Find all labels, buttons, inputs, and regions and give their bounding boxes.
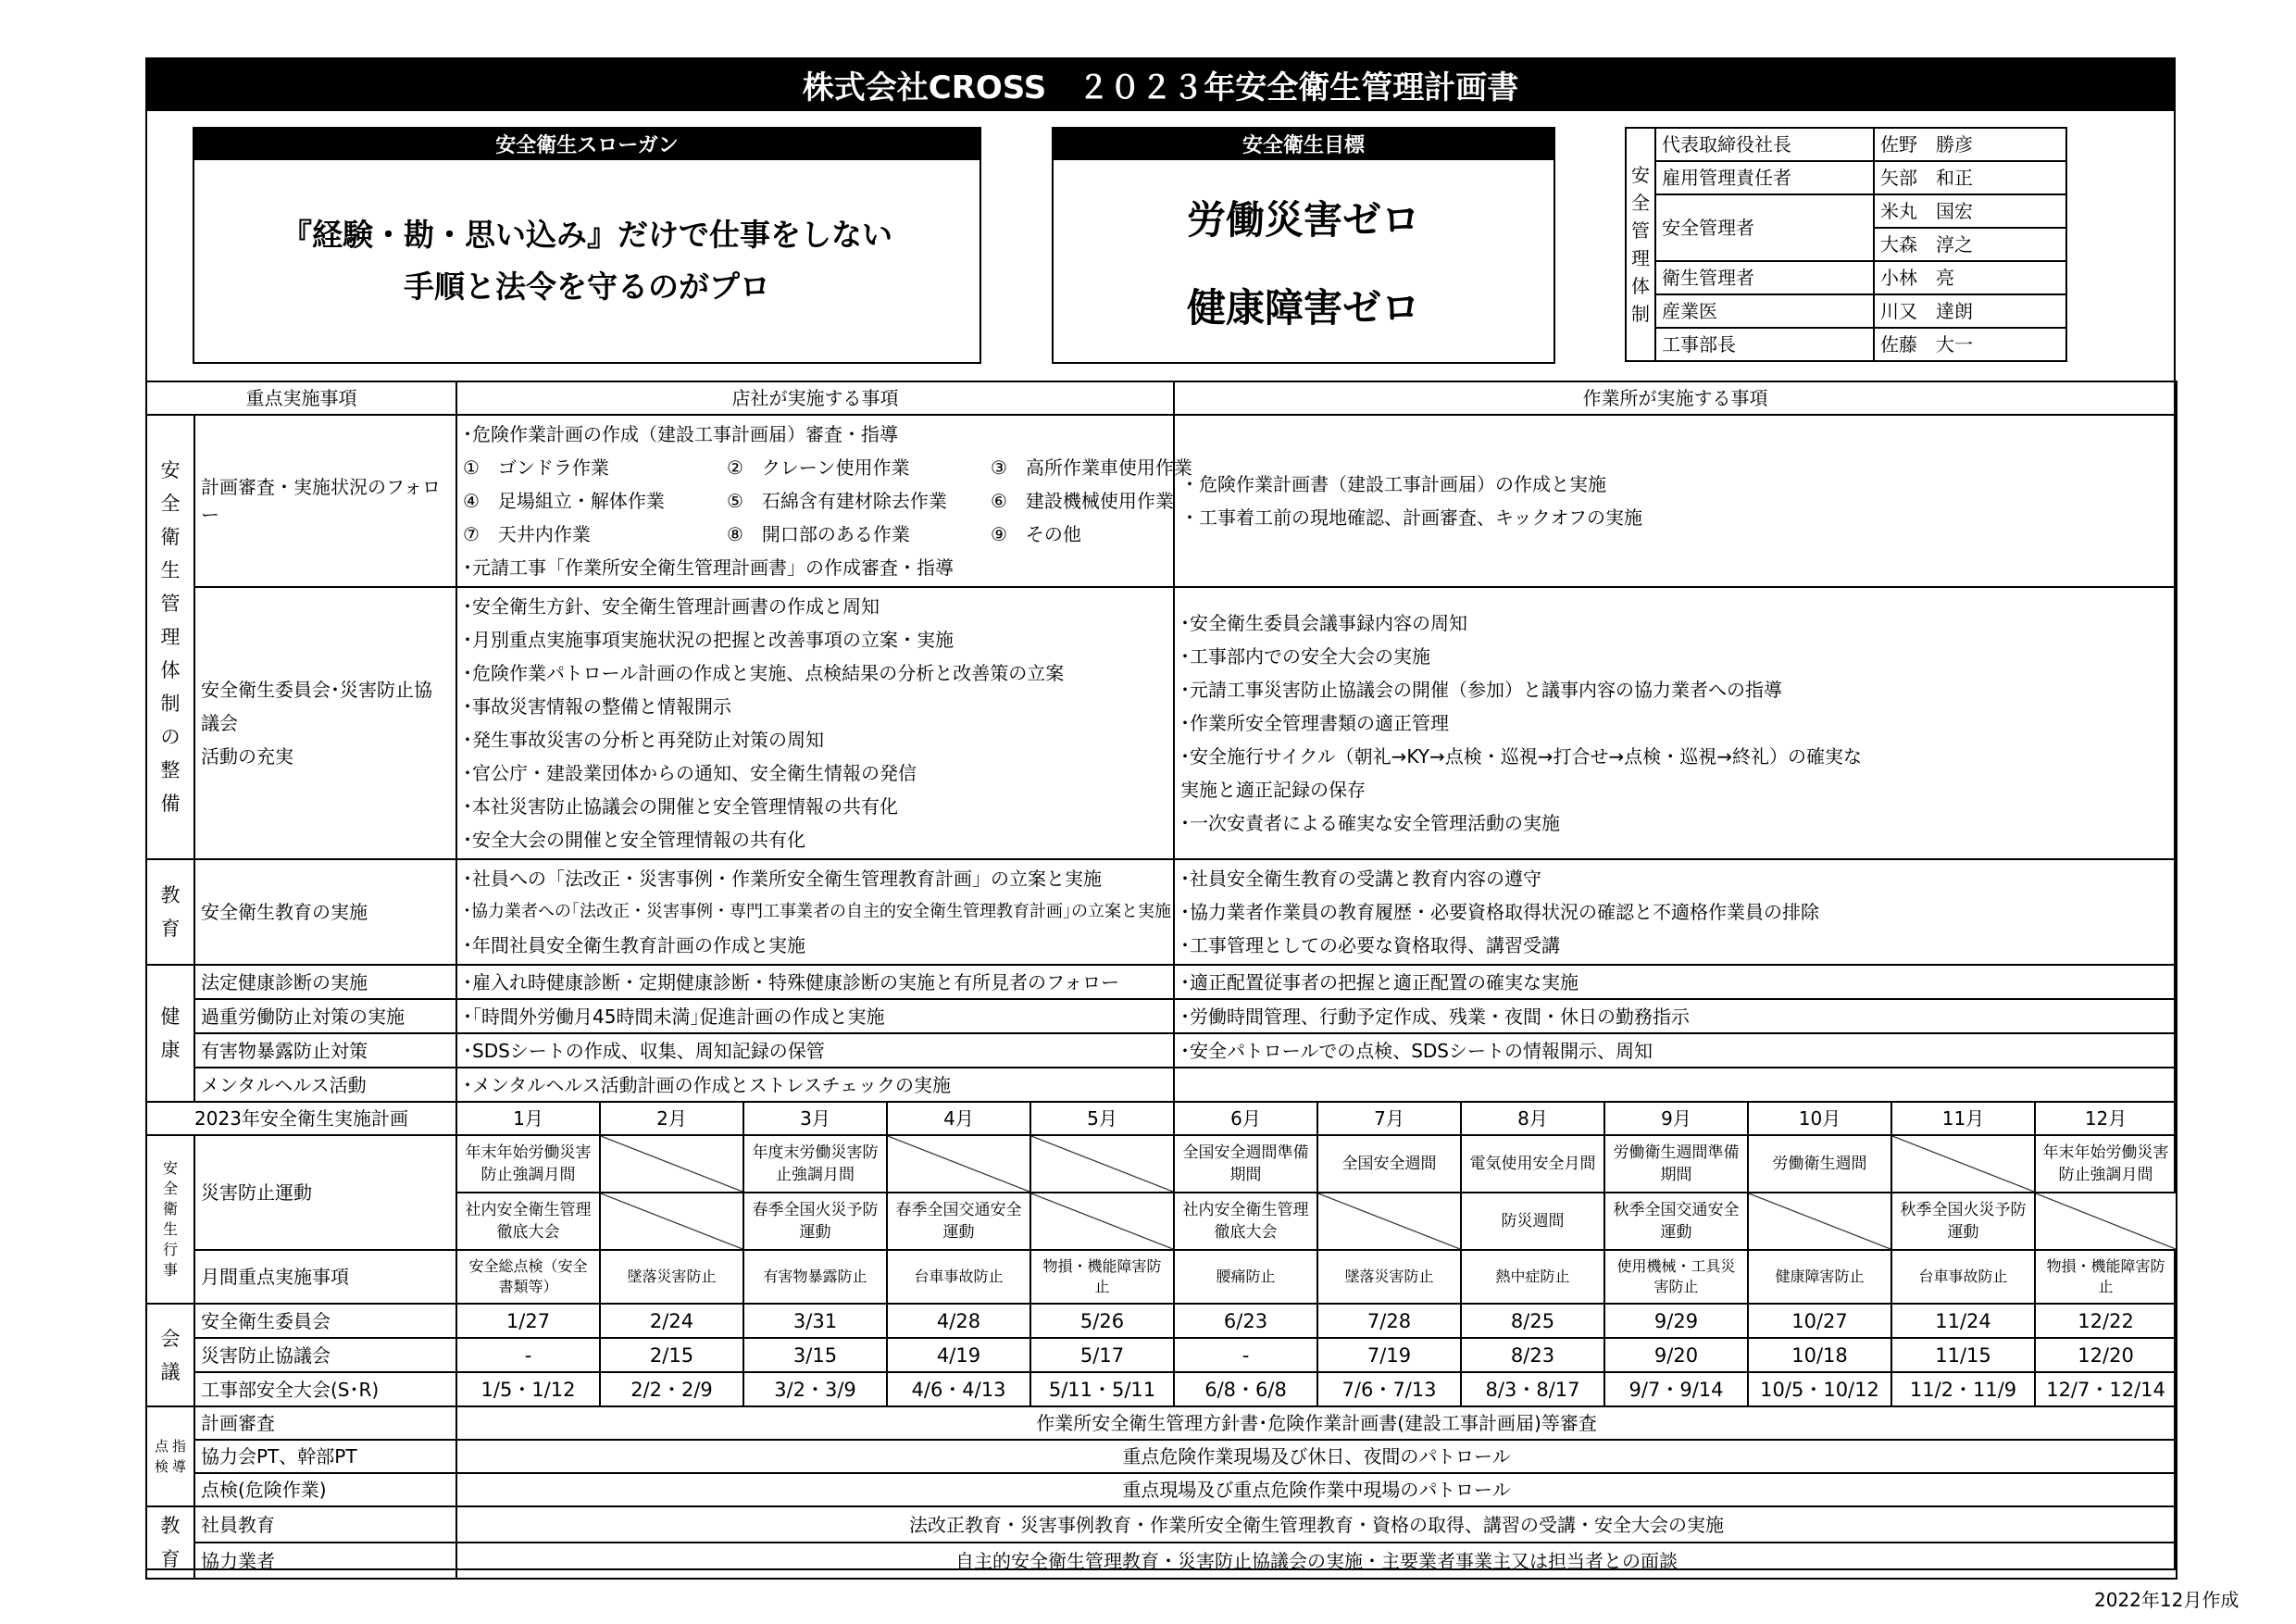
- month-header-2: 2月: [600, 1102, 743, 1135]
- row-item: 災害防止運動: [194, 1135, 456, 1250]
- org-name: 小林 亮: [1874, 261, 2066, 294]
- inspection-content: 重点現場及び重点危険作業中現場のパトロール: [456, 1473, 2177, 1506]
- site-action: ･安全パトロールでの点検、SDSシートの情報開示、周知: [1174, 1033, 2177, 1068]
- campaign-top-3: 年度末労働災害防止強調月間: [743, 1135, 887, 1193]
- council-date-7: 7/19: [1317, 1338, 1461, 1372]
- rally-date-10: 10/5・10/12: [1748, 1372, 1891, 1406]
- training-content: 自主的安全衛生管理教育・災害防止協議会の実施・主要業者事業主又は担当者との面談: [456, 1543, 2177, 1579]
- office-action: ･事故災害情報の整備と情報開示: [463, 695, 731, 718]
- monthly-focus-7: 墜落災害防止: [1317, 1250, 1461, 1304]
- dangerous-work-item: ⑦ 天井内作業: [463, 523, 591, 545]
- campaign-top-2: [600, 1135, 743, 1193]
- office-action: ･SDSシートの作成、収集、周知記録の保管: [456, 1033, 1174, 1068]
- site-actions: [1174, 859, 2177, 965]
- office-actions: [456, 587, 1174, 859]
- site-action: ･労働時間管理、行動予定作成、残業・夜間・休日の勤務指示: [1174, 999, 2177, 1033]
- campaign-bottom-10: [1748, 1193, 1891, 1250]
- campaign-bottom-1: 社内安全衛生管理徹底大会: [456, 1193, 600, 1250]
- org-name: 大森 淳之: [1874, 228, 2066, 261]
- campaign-top-12: 年末年始労働災害防止強調月間: [2035, 1135, 2177, 1193]
- office-action: ･年間社員安全衛生教育計画の作成と実施: [463, 934, 805, 956]
- dangerous-work-item: ② クレーン使用作業: [727, 456, 910, 479]
- council-date-5: 5/17: [1030, 1338, 1174, 1372]
- rally-date-9: 9/7・9/14: [1604, 1372, 1748, 1406]
- section-label-inspection: 点 指 検 導: [146, 1406, 194, 1506]
- month-header-7: 7月: [1317, 1102, 1461, 1135]
- site-action: ･社員安全衛生教育の受講と教育内容の遵守: [1180, 868, 1542, 890]
- row-item: 安全衛生委員会: [194, 1304, 456, 1338]
- page-title: 株式会社CROSS ２０２３年安全衛生管理計画書: [145, 57, 2176, 111]
- campaign-bottom-11: 秋季全国火災予防運動: [1891, 1193, 2035, 1250]
- committee-date-9: 9/29: [1604, 1304, 1748, 1338]
- rally-date-5: 5/11・5/11: [1030, 1372, 1174, 1406]
- section-label-training: 教 育: [146, 1506, 194, 1579]
- row-item: 社員教育: [194, 1506, 456, 1543]
- campaign-top-9: 労働衛生週間準備期間: [1604, 1135, 1748, 1193]
- campaign-top-6: 全国安全週間準備期間: [1174, 1135, 1317, 1193]
- campaign-top-7: 全国安全週間: [1317, 1135, 1461, 1193]
- monthly-focus-12: 物損・機能障害防止: [2035, 1250, 2177, 1304]
- section-label-meetings: 会 議: [146, 1304, 194, 1406]
- office-action: ･｢時間外労働月45時間未満｣促進計画の作成と実施: [456, 999, 1174, 1033]
- monthly-focus-4: 台車事故防止: [887, 1250, 1030, 1304]
- site-action: ･適正配置従事者の把握と適正配置の確実な実施: [1174, 965, 2177, 999]
- campaign-bottom-4: 春季全国交通安全運動: [887, 1193, 1030, 1250]
- site-action: 実施と適正記録の保存: [1180, 779, 1366, 801]
- office-action: ･安全衛生方針、安全衛生管理計画書の作成と周知: [463, 595, 880, 618]
- council-date-9: 9/20: [1604, 1338, 1748, 1372]
- council-date-4: 4/19: [887, 1338, 1030, 1372]
- row-item: メンタルヘルス活動: [194, 1068, 456, 1102]
- dangerous-work-item: ⑨ その他: [991, 523, 1081, 545]
- row-item: 工事部安全大会(S･R): [194, 1372, 456, 1406]
- row-item-line: 活動の充実: [201, 745, 293, 768]
- slogan-line: 『経験・勘・思い込み』だけで仕事をしない: [281, 217, 892, 253]
- org-name: 佐藤 大一: [1874, 328, 2066, 361]
- council-date-1: -: [456, 1338, 600, 1372]
- campaign-top-10: 労働衛生週間: [1748, 1135, 1891, 1193]
- slogan-header: 安全衛生スローガン: [193, 127, 981, 160]
- site-action: ・工事着工前の現地確認、計画審査、キックオフの実施: [1180, 506, 1643, 529]
- org-role: 安全管理者: [1655, 194, 1874, 261]
- campaign-bottom-12: [2035, 1193, 2177, 1250]
- rally-date-7: 7/6・7/13: [1317, 1372, 1461, 1406]
- org-table: [1625, 127, 2067, 362]
- site-action: ･工事部内での安全大会の実施: [1180, 645, 1431, 668]
- month-header-3: 3月: [743, 1102, 887, 1135]
- committee-date-5: 5/26: [1030, 1304, 1174, 1338]
- office-action: ･メンタルヘルス活動計画の作成とストレスチェックの実施: [456, 1068, 1174, 1102]
- campaign-top-11: [1891, 1135, 2035, 1193]
- campaign-top-8: 電気使用安全月間: [1461, 1135, 1604, 1193]
- header-head-office: 店社が実施する事項: [456, 381, 1174, 415]
- goal-header: 安全衛生目標: [1052, 127, 1555, 160]
- campaign-bottom-5: [1030, 1193, 1174, 1250]
- site-action: ･協力業者作業員の教育履歴・必要資格取得状況の確認と不適格作業員の排除: [1180, 901, 1820, 923]
- office-action: ･安全大会の開催と安全管理情報の共有化: [463, 829, 805, 851]
- row-item: 協力業者: [194, 1543, 456, 1579]
- org-role: 代表取締役社長: [1655, 128, 1874, 161]
- plan-table: [145, 381, 2177, 1580]
- monthly-focus-3: 有害物暴露防止: [743, 1250, 887, 1304]
- org-role: 工事部長: [1655, 328, 1874, 361]
- dangerous-work-item: ④ 足場組立・解体作業: [463, 490, 665, 512]
- monthly-focus-2: 墜落災害防止: [600, 1250, 743, 1304]
- row-item: 協力会PT、幹部PT: [194, 1440, 456, 1473]
- committee-date-1: 1/27: [456, 1304, 600, 1338]
- monthly-focus-8: 熱中症防止: [1461, 1250, 1604, 1304]
- goal-box: [1052, 158, 1555, 364]
- month-header-10: 10月: [1748, 1102, 1891, 1135]
- row-item: 月間重点実施事項: [194, 1250, 456, 1304]
- office-actions: [456, 859, 1174, 965]
- committee-date-7: 7/28: [1317, 1304, 1461, 1338]
- dangerous-work-item: ① ゴンドラ作業: [463, 456, 609, 479]
- org-role: 衛生管理者: [1655, 261, 1874, 294]
- committee-date-12: 12/22: [2035, 1304, 2177, 1338]
- monthly-focus-6: 腰痛防止: [1174, 1250, 1317, 1304]
- office-action: ･社員への「法改正・災害事例・作業所安全衛生管理教育計画」の立案と実施: [463, 868, 1102, 890]
- rally-date-8: 8/3・8/17: [1461, 1372, 1604, 1406]
- rally-date-1: 1/5・1/12: [456, 1372, 600, 1406]
- campaign-bottom-7: [1317, 1193, 1461, 1250]
- month-header-9: 9月: [1604, 1102, 1748, 1135]
- site-action: ･安全施行サイクル（朝礼→KY→点検・巡視→打合せ→点検・巡視→終礼）の確実な: [1180, 745, 1863, 768]
- office-actions: [456, 415, 1192, 587]
- council-date-6: -: [1174, 1338, 1317, 1372]
- office-action: ･危険作業パトロール計画の作成と実施、点検結果の分析と改善策の立案: [463, 662, 1065, 684]
- row-item: 安全衛生教育の実施: [194, 859, 456, 965]
- section-label-education: 教 育: [146, 859, 194, 965]
- section-label-management: 安 全 衛 生 管 理 体 制 の 整 備: [146, 415, 194, 859]
- campaign-bottom-2: [600, 1193, 743, 1250]
- row-item: 計画審査・実施状況のフォロー: [194, 415, 456, 587]
- site-action: ･工事管理としての必要な資格取得、講習受講: [1180, 934, 1561, 956]
- office-action: ･危険作業計画の作成（建設工事計画届）審査・指導: [463, 423, 898, 445]
- row-item: 点検(危険作業): [194, 1473, 456, 1506]
- office-action: ･本社災害防止協議会の開催と安全管理情報の共有化: [463, 795, 898, 818]
- rally-date-3: 3/2・3/9: [743, 1372, 887, 1406]
- office-action: ･月別重点実施事項実施状況の把握と改善事項の立案・実施: [463, 629, 954, 651]
- month-header-8: 8月: [1461, 1102, 1604, 1135]
- committee-date-4: 4/28: [887, 1304, 1030, 1338]
- office-action: ･雇入れ時健康診断・定期健康診断・特殊健康診断の実施と有所見者のフォロー: [456, 965, 1174, 999]
- org-name: 矢部 和正: [1874, 161, 2066, 194]
- site-action: ･作業所安全管理書類の適正管理: [1180, 712, 1450, 734]
- council-date-10: 10/18: [1748, 1338, 1891, 1372]
- row-item: 法定健康診断の実施: [194, 965, 456, 999]
- council-date-8: 8/23: [1461, 1338, 1604, 1372]
- committee-date-6: 6/23: [1174, 1304, 1317, 1338]
- campaign-bottom-3: 春季全国火災予防運動: [743, 1193, 887, 1250]
- row-item: 有害物暴露防止対策: [194, 1033, 456, 1068]
- row-item: [194, 587, 456, 859]
- office-action: ･官公庁・建設業団体からの通知、安全衛生情報の発信: [463, 762, 917, 784]
- committee-date-2: 2/24: [600, 1304, 743, 1338]
- monthly-focus-10: 健康障害防止: [1748, 1250, 1891, 1304]
- org-name: 佐野 勝彦: [1874, 128, 2066, 161]
- goal-line: 労働災害ゼロ: [1186, 196, 1420, 243]
- row-item: 過重労働防止対策の実施: [194, 999, 456, 1033]
- dangerous-work-item: ⑤ 石綿含有建材除去作業: [727, 490, 947, 512]
- org-role: 産業医: [1655, 294, 1874, 328]
- row-item: 災害防止協議会: [194, 1338, 456, 1372]
- campaign-top-5: [1030, 1135, 1174, 1193]
- committee-date-8: 8/25: [1461, 1304, 1604, 1338]
- site-action: ･安全衛生委員会議事録内容の周知: [1180, 612, 1468, 634]
- goal-line: 健康障害ゼロ: [1186, 284, 1420, 331]
- monthly-focus-5: 物損・機能障害防止: [1030, 1250, 1174, 1304]
- month-header-4: 4月: [887, 1102, 1030, 1135]
- section-label-health: 健 康: [146, 965, 194, 1102]
- dangerous-work-item: ⑥ 建設機械使用作業: [991, 490, 1174, 512]
- dangerous-work-item: ③ 高所作業車使用作業: [991, 456, 1192, 479]
- office-action: ･元請工事「作業所安全衛生管理計画書」の作成審査・指導: [463, 556, 954, 579]
- month-header-11: 11月: [1891, 1102, 2035, 1135]
- org-role: 雇用管理責任者: [1655, 161, 1874, 194]
- rally-date-4: 4/6・4/13: [887, 1372, 1030, 1406]
- office-action: ･協力業者への｢法改正・災害事例・専門工事業者の自主的安全衛生管理教育計画｣の立案と実施: [463, 902, 1171, 921]
- campaign-bottom-6: 社内安全衛生管理徹底大会: [1174, 1193, 1317, 1250]
- council-date-2: 2/15: [600, 1338, 743, 1372]
- council-date-11: 11/15: [1891, 1338, 2035, 1372]
- committee-date-11: 11/24: [1891, 1304, 2035, 1338]
- site-action: ・危険作業計画書（建設工事計画届）の作成と実施: [1180, 473, 1607, 495]
- training-content: 法改正教育・災害事例教育・作業所安全衛生管理教育・資格の取得、講習の受講・安全大会の実施: [456, 1506, 2177, 1543]
- council-date-3: 3/15: [743, 1338, 887, 1372]
- office-action: ･発生事故災害の分析と再発防止対策の周知: [463, 729, 824, 751]
- rally-date-11: 11/2・11/9: [1891, 1372, 2035, 1406]
- rally-date-6: 6/8・6/8: [1174, 1372, 1317, 1406]
- org-name: 川又 達朗: [1874, 294, 2066, 328]
- campaign-top-4: [887, 1135, 1030, 1193]
- site-action: ･一次安責者による確実な安全管理活動の実施: [1180, 812, 1561, 834]
- council-date-12: 12/20: [2035, 1338, 2177, 1372]
- created-date: 2022年12月作成: [2094, 1589, 2240, 1611]
- org-label: 安 全 管 理 体 制: [1626, 128, 1655, 361]
- site-action: [1174, 1068, 2177, 1102]
- month-header-6: 6月: [1174, 1102, 1317, 1135]
- campaign-bottom-9: 秋季全国交通安全運動: [1604, 1193, 1748, 1250]
- inspection-content: 重点危険作業現場及び休日、夜間のパトロール: [456, 1440, 2177, 1473]
- dangerous-work-item: ⑧ 開口部のある作業: [727, 523, 910, 545]
- section-label-events: 安 全 衛 生 行 事: [146, 1135, 194, 1304]
- schedule-title: 2023年安全衛生実施計画: [146, 1102, 456, 1135]
- monthly-focus-9: 使用機械・工具災害防止: [1604, 1250, 1748, 1304]
- campaign-top-1: 年末年始労働災害防止強調月間: [456, 1135, 600, 1193]
- month-header-1: 1月: [456, 1102, 600, 1135]
- dangerous-work-list: [463, 451, 1192, 551]
- slogan-box: [193, 158, 981, 364]
- site-action: ･元請工事災害防止協議会の開催（参加）と議事内容の協力業者への指導: [1180, 679, 1783, 701]
- committee-date-3: 3/31: [743, 1304, 887, 1338]
- monthly-focus-11: 台車事故防止: [1891, 1250, 2035, 1304]
- monthly-focus-1: 安全総点検（安全書類等）: [456, 1250, 600, 1304]
- inspection-content: 作業所安全衛生管理方針書･危険作業計画書(建設工事計画届)等審査: [456, 1406, 2177, 1440]
- site-actions: [1174, 415, 2177, 587]
- month-header-5: 5月: [1030, 1102, 1174, 1135]
- site-actions: [1174, 587, 2177, 859]
- row-item: 計画審査: [194, 1406, 456, 1440]
- header-priority: 重点実施事項: [146, 381, 456, 415]
- committee-date-10: 10/27: [1748, 1304, 1891, 1338]
- rally-date-12: 12/7・12/14: [2035, 1372, 2177, 1406]
- row-item-line: 安全衛生委員会･災害防止協議会: [201, 679, 432, 734]
- org-name: 米丸 国宏: [1874, 194, 2066, 228]
- campaign-bottom-8: 防災週間: [1461, 1193, 1604, 1250]
- slogan-line: 手順と法令を守るのがプロ: [404, 269, 770, 305]
- month-header-12: 12月: [2035, 1102, 2177, 1135]
- header-site: 作業所が実施する事項: [1174, 381, 2177, 415]
- rally-date-2: 2/2・2/9: [600, 1372, 743, 1406]
